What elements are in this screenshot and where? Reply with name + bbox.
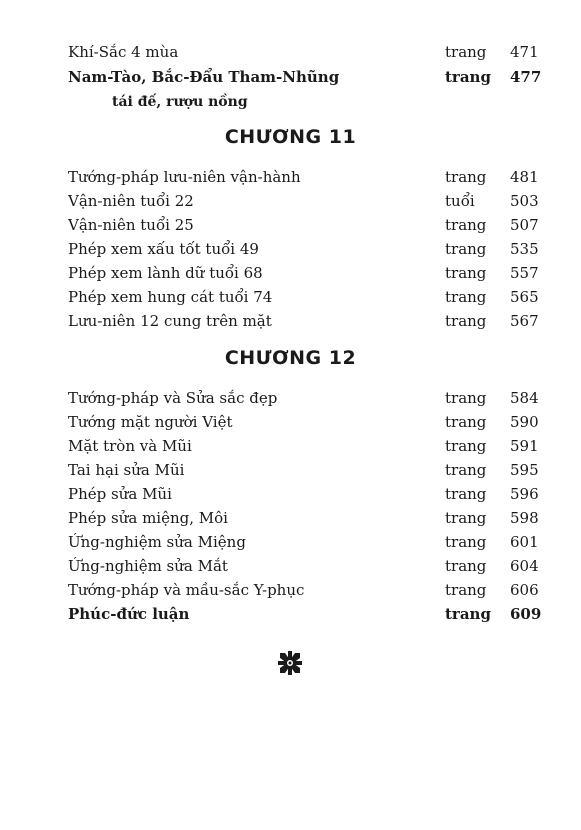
toc-entry (0, 213, 581, 237)
entry-page-number: 584 (510, 389, 539, 407)
toc-entry (0, 165, 581, 189)
chapter-12-heading: CHƯƠNG 12 (224, 347, 357, 369)
entry-title: Tướng-pháp và mầu-sắc Y-phục (68, 581, 305, 599)
toc-entry (0, 40, 581, 64)
entry-title: Vận-niên tuổi 22 (68, 192, 194, 210)
entry-page-word: trang (445, 168, 487, 186)
entry-page-number: 595 (510, 461, 539, 479)
entry-page-word: trang (445, 68, 491, 86)
entry-title: Mặt tròn và Mũi (68, 437, 192, 455)
entry-title: Ứng-nghiệm sửa Miệng (68, 533, 246, 551)
entry-page-word: trang (445, 485, 487, 503)
entry-page-word: trang (445, 264, 487, 282)
entry-page-number: 601 (510, 533, 539, 551)
entry-title: Lưu-niên 12 cung trên mặt (68, 312, 272, 330)
entry-page-word: trang (445, 461, 487, 479)
entry-page-number: 591 (510, 437, 539, 455)
entry-page-number: 604 (510, 557, 539, 575)
toc-entry (0, 410, 581, 434)
entry-page-number: 590 (510, 413, 539, 431)
entry-title: Tướng mặt người Việt (68, 413, 233, 431)
entry-page-number: 609 (510, 605, 542, 623)
entry-page-number: 606 (510, 581, 539, 599)
floral-ornament-icon (278, 651, 302, 675)
entry-page-word: trang (445, 437, 487, 455)
entry-page-number: 567 (510, 312, 539, 330)
toc-entry (0, 309, 581, 333)
toc-entry (0, 65, 581, 89)
entry-title: Phúc-đức luận (68, 605, 190, 623)
toc-entry (0, 285, 581, 309)
toc-entry (0, 602, 581, 626)
entry-title: Phép sửa Mũi (68, 485, 172, 503)
entry-page-number: 557 (510, 264, 539, 282)
toc-entry (0, 386, 581, 410)
entry-title-continuation: tái đế, rượu nồng (112, 94, 248, 110)
toc-entry (0, 578, 581, 602)
entry-title: Phép xem lành dữ tuổi 68 (68, 264, 263, 282)
toc-entry (0, 261, 581, 285)
entry-title: Tướng-pháp lưu-niên vận-hành (68, 168, 301, 186)
chapter-11-heading: CHƯƠNG 11 (224, 126, 357, 148)
entry-page-number: 565 (510, 288, 539, 306)
entry-title: Phép xem hung cát tuổi 74 (68, 288, 273, 306)
entry-page-word: trang (445, 557, 487, 575)
entry-page-word: trang (445, 413, 487, 431)
entry-page-number: 507 (510, 216, 539, 234)
entry-page-word: trang (445, 605, 491, 623)
entry-page-number: 481 (510, 168, 539, 186)
toc-entry (0, 530, 581, 554)
entry-title: Khí-Sắc 4 mùa (68, 43, 179, 61)
entry-title: Tai hại sửa Mũi (68, 461, 185, 479)
entry-page-word: trang (445, 509, 487, 527)
entry-title: Vận-niên tuổi 25 (68, 216, 194, 234)
entry-page-word: trang (445, 288, 487, 306)
entry-title: Nam-Tào, Bắc-Đẩu Tham-Nhũng (68, 68, 340, 86)
entry-page-number: 503 (510, 192, 539, 210)
entry-page-word: trang (445, 533, 487, 551)
entry-page-number: 535 (510, 240, 539, 258)
entry-page-number: 596 (510, 485, 539, 503)
entry-title: Phép xem xấu tốt tuổi 49 (68, 240, 259, 258)
entry-title: Tướng-pháp và Sửa sắc đẹp (68, 389, 278, 407)
toc-entry (0, 189, 581, 213)
entry-page-number: 471 (510, 43, 539, 61)
entry-title: Phép sửa miệng, Môi (68, 509, 228, 527)
toc-entry (0, 554, 581, 578)
entry-page-word: trang (445, 581, 487, 599)
toc-entry (0, 482, 581, 506)
entry-page-word: trang (445, 216, 487, 234)
toc-entry (0, 458, 581, 482)
toc-entry-continuation (0, 90, 581, 114)
entry-page-word: trang (445, 43, 487, 61)
toc-entry (0, 506, 581, 530)
entry-page-word: trang (445, 389, 487, 407)
entry-page-number: 598 (510, 509, 539, 527)
entry-page-number: 477 (510, 68, 542, 86)
toc-entry (0, 237, 581, 261)
entry-page-word: tuổi (445, 192, 475, 210)
entry-title: Ứng-nghiệm sửa Mắt (68, 557, 228, 575)
entry-page-word: trang (445, 312, 487, 330)
toc-entry (0, 434, 581, 458)
entry-page-word: trang (445, 240, 487, 258)
